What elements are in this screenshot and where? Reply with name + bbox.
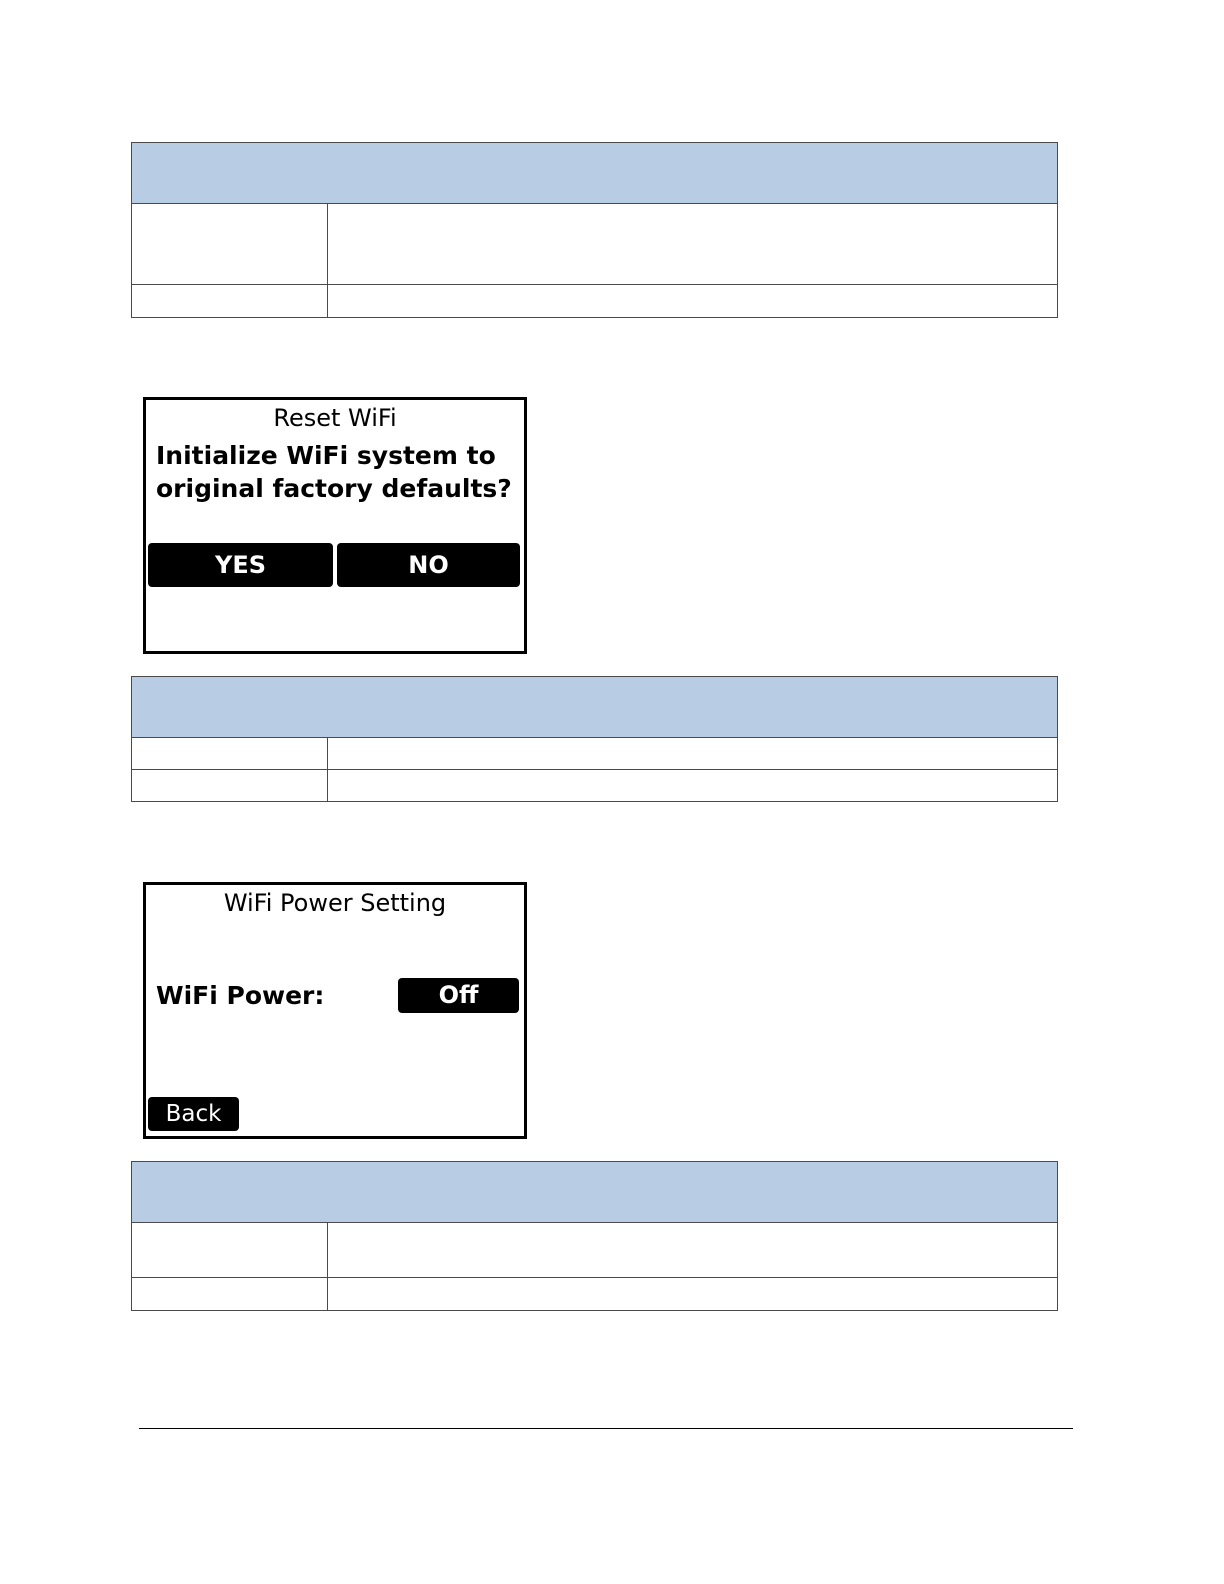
table-3-row-1-left <box>132 1223 328 1278</box>
table-1-row-2-right <box>328 285 1058 318</box>
table-1-row-1-left <box>132 204 328 285</box>
table-3-header <box>132 1162 1058 1223</box>
settings-table-3 <box>131 1161 1058 1311</box>
no-button[interactable]: NO <box>337 543 520 587</box>
wifi-power-toggle[interactable]: Off <box>398 978 519 1013</box>
table-1-row-2-left <box>132 285 328 318</box>
screen-title: WiFi Power Setting <box>223 889 447 917</box>
table-2-header <box>132 677 1058 738</box>
table-3-row-1-right <box>328 1223 1058 1278</box>
wifi-power-label: WiFi Power: <box>156 981 325 1010</box>
reset-prompt-line-2: original factory defaults? <box>156 474 512 503</box>
reset-wifi-screen <box>143 397 527 654</box>
table-1-row-1-right <box>328 204 1058 285</box>
table-2-row-2-left <box>132 770 328 802</box>
settings-table-2 <box>131 676 1058 802</box>
table-3-row-2-right <box>328 1278 1058 1311</box>
settings-table-1 <box>131 142 1058 318</box>
table-2-row-1-left <box>132 738 328 770</box>
back-button[interactable]: Back <box>148 1097 239 1131</box>
table-1-header <box>132 143 1058 204</box>
yes-button[interactable]: YES <box>148 543 333 587</box>
reset-prompt-line-1: Initialize WiFi system to <box>156 441 496 470</box>
screen-title: Reset WiFi <box>273 404 397 432</box>
footer-rule <box>139 1428 1073 1429</box>
table-2-row-2-right <box>328 770 1058 802</box>
table-3-row-2-left <box>132 1278 328 1311</box>
table-2-row-1-right <box>328 738 1058 770</box>
wifi-power-screen <box>143 882 527 1139</box>
